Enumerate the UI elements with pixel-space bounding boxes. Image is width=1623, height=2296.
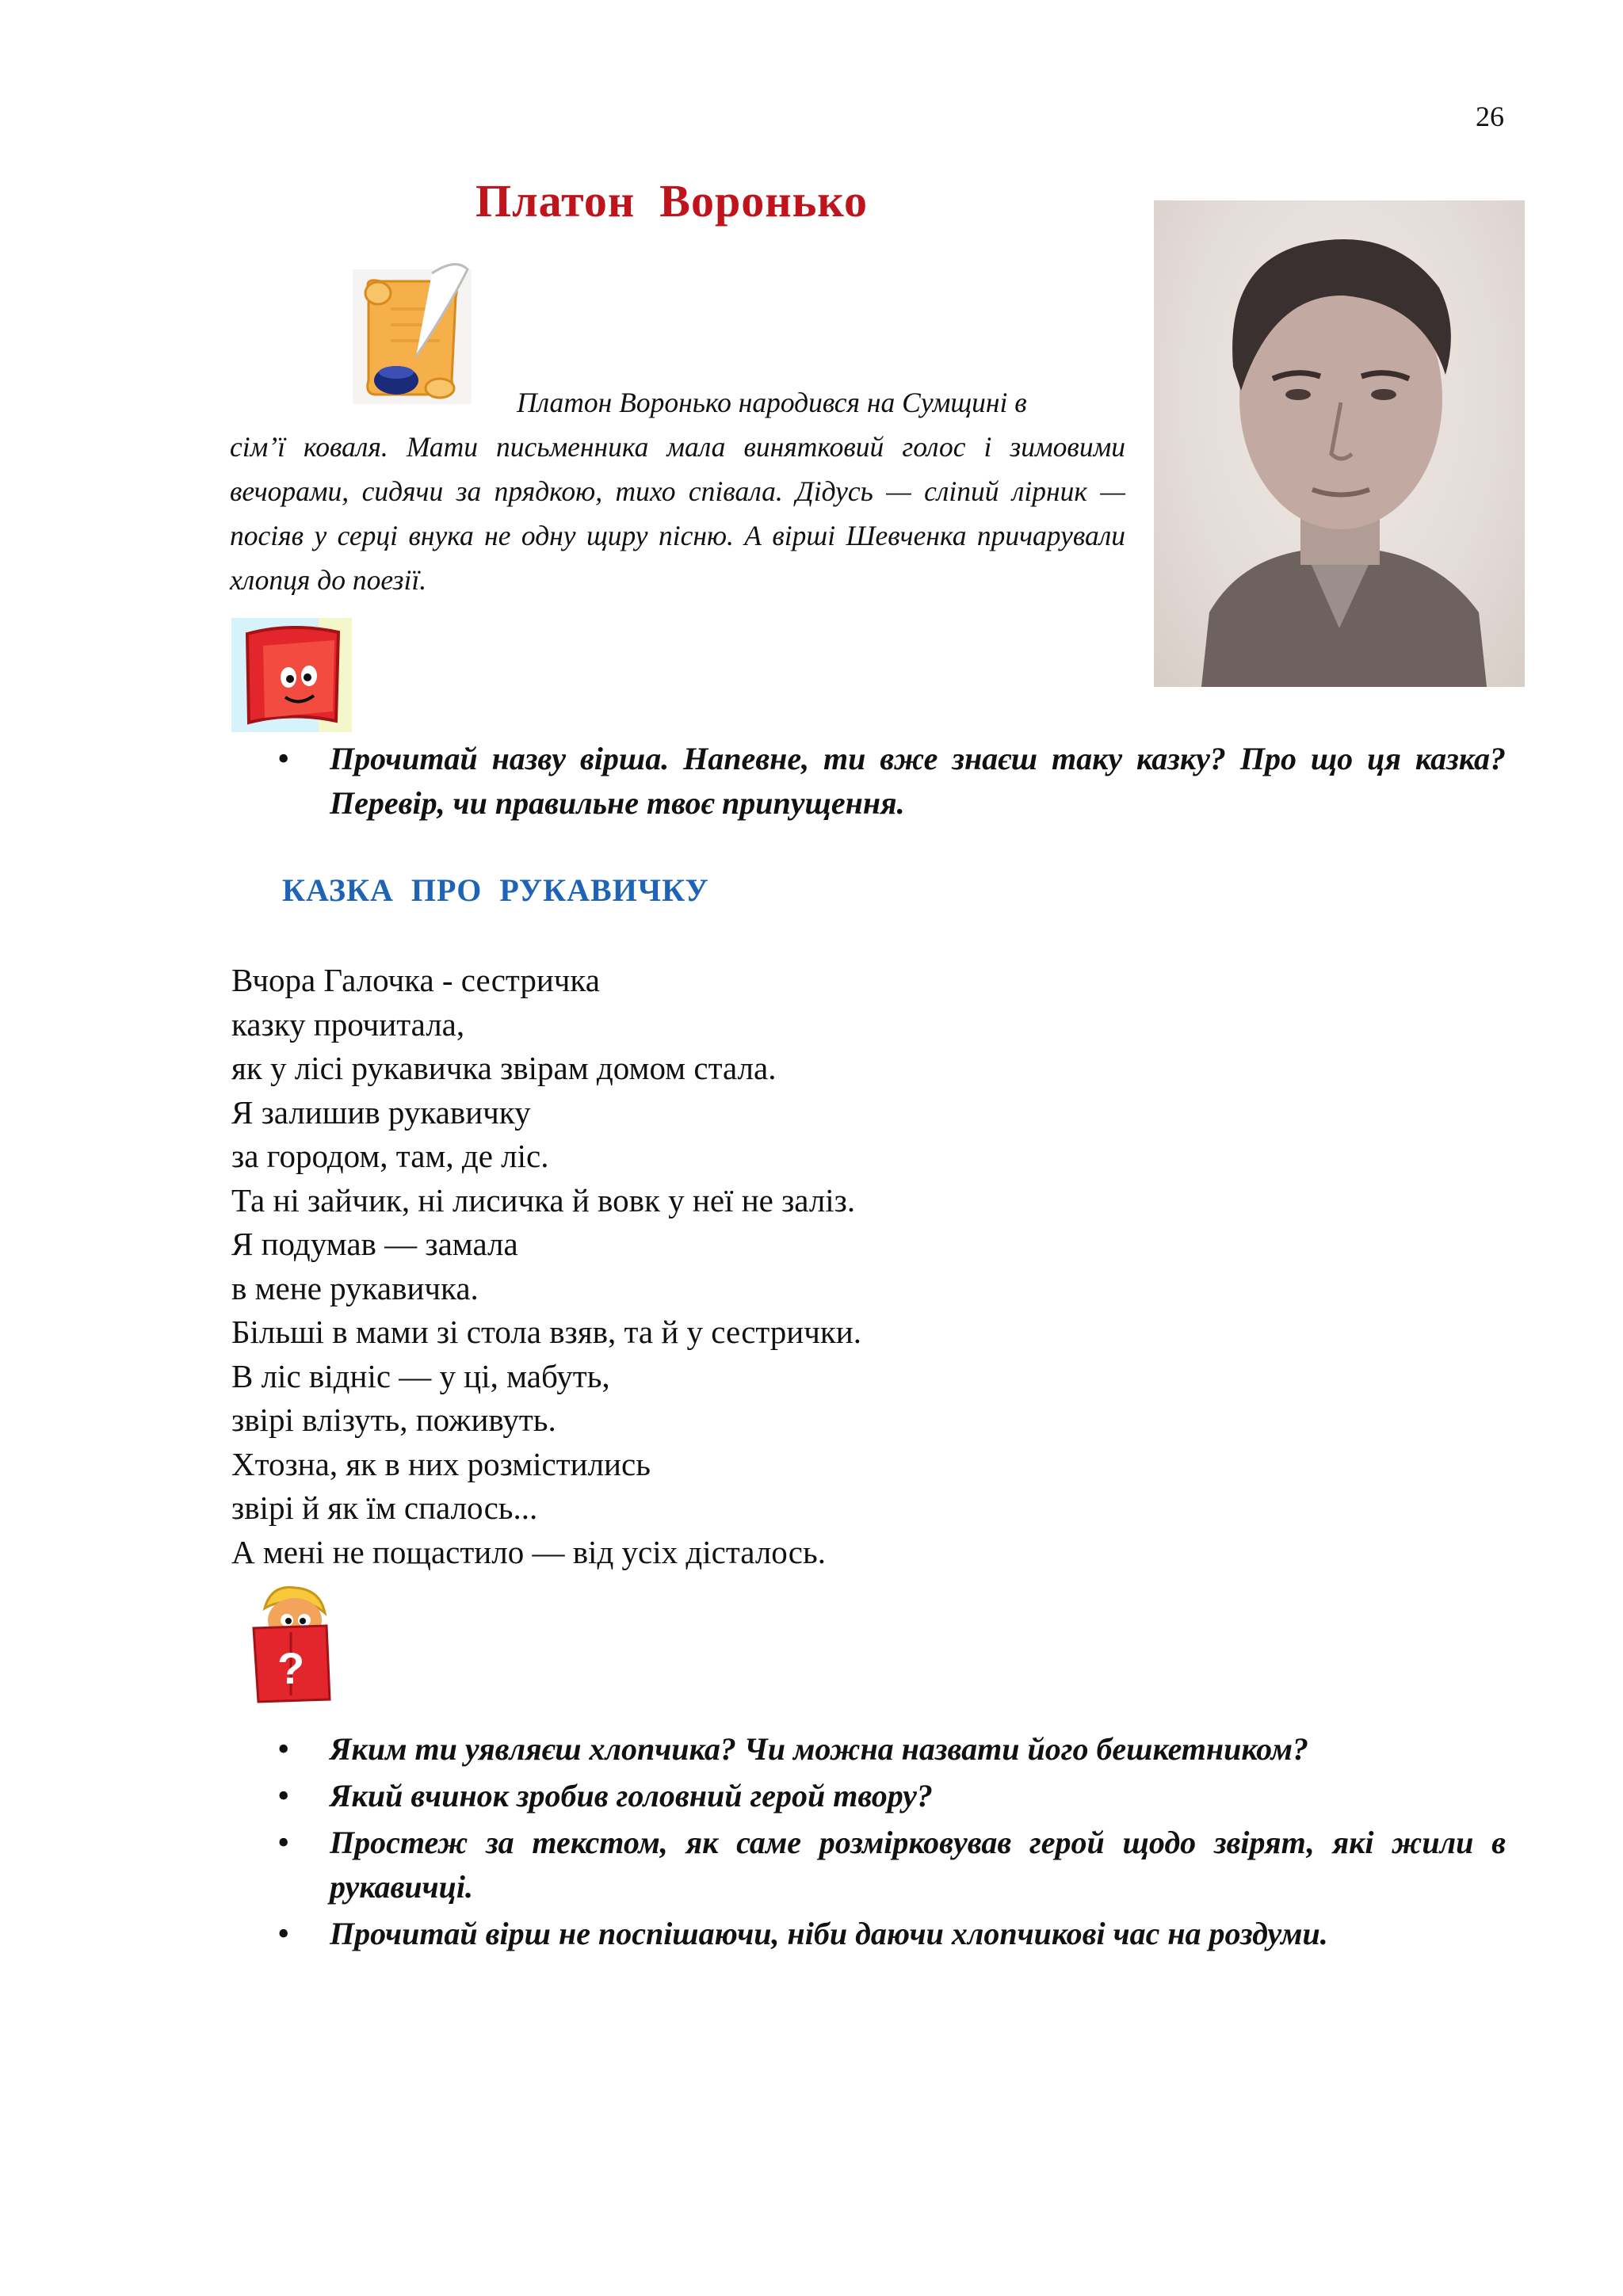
question-mark: ? [277, 1643, 305, 1693]
poem-line: Більші в мами зі стола взяв, та й у сестрички. [231, 1314, 861, 1350]
poem-line: Та ні зайчик, ні лисичка й вовк у неї не заліз. [231, 1181, 856, 1219]
task-item: • Простеж за текстом, як саме розмірковував герой щодо звірят, які жили в рукавичці. [277, 1821, 1506, 1909]
poem-line: А мені не пощастило — від усіх дісталось. [231, 1533, 826, 1570]
bio-text: сім’ї коваля. Мати письменника мала винятковий голос і зимовими вечорами, сидячи за прядкою, тихо співала. Дідусь — сліпий лірник — посіяв у серці внука не одну щиру пісню. А вірші Шевченка причарували хлопця до поезії. [230, 431, 1125, 596]
task-list-2 [277, 1727, 1506, 1958]
bio-first-line: Платон Воронько народився на Сумщині в [517, 387, 1027, 418]
poem-line: казку прочитала, [231, 1005, 465, 1043]
poem-line: Я залишив рукавичку [231, 1093, 531, 1131]
page-number: 26 [1476, 101, 1504, 132]
task-item: • Який вчинок зробив головний герой твору? [277, 1774, 1506, 1818]
poem-line: звірі й як їм спалось... [231, 1489, 538, 1526]
author-portrait [1154, 200, 1525, 687]
poem-line: Хтозна, як в них розмістились [231, 1445, 651, 1482]
poem-line: в мене рукавичка. [231, 1269, 479, 1306]
task-item: • Прочитай назву вірша. Напевне, ти вже знаєш таку казку? Про що ця казка? Перевір, чи правильне твоє припущення. [277, 737, 1506, 826]
task-item: • Яким ти уявляєш хлопчика? Чи можна назвати його бешкетником? [277, 1727, 1506, 1772]
poem-line: Вчора Галочка - сестричка [231, 962, 600, 998]
author-bio [230, 380, 1125, 602]
poem-title: КАЗКА ПРО РУКАВИЧКУ [282, 872, 709, 908]
task-item: • Прочитай вірш не поспішаючи, ніби даючи хлопчикові час на роздуми. [277, 1912, 1506, 1956]
poem-line: Я подумав — замала [231, 1226, 518, 1262]
red-book-icon [231, 618, 352, 732]
poem-text [231, 959, 861, 1574]
boy-reading-question-icon [247, 1585, 334, 1703]
task-list-1 [277, 737, 1506, 826]
poem-line: як у лісі рукавичка звірам домом стала. [231, 1050, 777, 1086]
poem-line: В ліс відніс — у ці, мабуть, [231, 1357, 610, 1394]
poem-line: звірі влізуть, поживуть. [231, 1402, 556, 1438]
page-title: Платон Воронько [475, 175, 868, 227]
poem-line: за городом, там, де ліс. [231, 1138, 549, 1174]
